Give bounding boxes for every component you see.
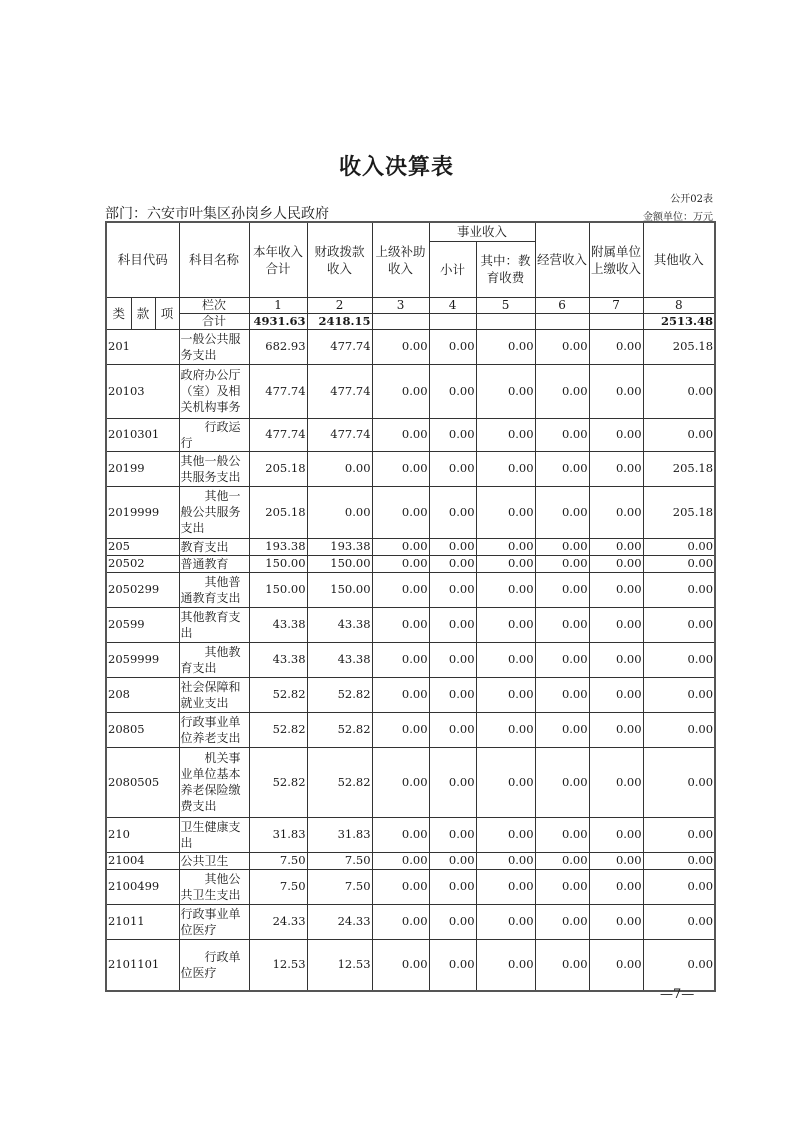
amount-cell: 0.00 (643, 852, 715, 869)
amount-cell: 0.00 (589, 869, 643, 904)
amount-cell: 0.00 (589, 677, 643, 712)
amount-cell: 0.00 (589, 329, 643, 364)
header-business-subtotal: 小计 (429, 241, 476, 297)
subject-code: 205 (106, 538, 179, 555)
header-fiscal: 财政拨款收入 (307, 222, 372, 297)
subject-name: 行政运行 (179, 418, 249, 451)
amount-cell: 7.50 (249, 869, 307, 904)
amount-cell: 0.00 (429, 364, 476, 418)
amount-cell: 31.83 (249, 817, 307, 852)
amount-cell: 0.00 (307, 451, 372, 486)
col-no: 8 (643, 297, 715, 313)
subject-name: 卫生健康支出 (179, 817, 249, 852)
amount-cell: 12.53 (307, 939, 372, 991)
amount-cell: 0.00 (535, 904, 589, 939)
amount-cell: 43.38 (307, 607, 372, 642)
amount-cell: 0.00 (372, 572, 429, 607)
amount-cell: 52.82 (307, 677, 372, 712)
col-no: 6 (535, 297, 589, 313)
amount-cell: 193.38 (307, 538, 372, 555)
total-row (106, 313, 715, 329)
amount-cell: 0.00 (429, 712, 476, 747)
amount-cell: 0.00 (535, 418, 589, 451)
amount-cell: 0.00 (535, 869, 589, 904)
col-no: 2 (307, 297, 372, 313)
table-row (106, 451, 715, 486)
amount-cell: 205.18 (249, 451, 307, 486)
amount-cell: 31.83 (307, 817, 372, 852)
amount-cell: 12.53 (249, 939, 307, 991)
amount-cell: 0.00 (429, 852, 476, 869)
subject-code: 20502 (106, 555, 179, 572)
amount-cell: 0.00 (476, 904, 535, 939)
amount-cell: 0.00 (535, 939, 589, 991)
col-no: 3 (372, 297, 429, 313)
amount-cell: 0.00 (535, 747, 589, 817)
amount-cell: 0.00 (643, 418, 715, 451)
total-label: 合计 (179, 313, 249, 329)
amount-cell: 0.00 (476, 677, 535, 712)
subject-name: 其他普通教育支出 (179, 572, 249, 607)
col-no: 4 (429, 297, 476, 313)
amount-cell: 0.00 (535, 817, 589, 852)
total-value (589, 313, 643, 329)
amount-cell: 0.00 (429, 329, 476, 364)
table-row (106, 642, 715, 677)
amount-cell: 0.00 (535, 451, 589, 486)
amount-cell: 150.00 (307, 555, 372, 572)
amount-cell: 0.00 (589, 572, 643, 607)
amount-unit: 金额单位：万元 (643, 212, 713, 223)
amount-cell: 0.00 (372, 677, 429, 712)
amount-cell: 0.00 (372, 747, 429, 817)
subject-code: 20599 (106, 607, 179, 642)
amount-cell: 0.00 (476, 364, 535, 418)
amount-cell: 0.00 (372, 852, 429, 869)
amount-cell: 0.00 (589, 904, 643, 939)
total-value: 2513.48 (643, 313, 715, 329)
amount-cell: 52.82 (307, 712, 372, 747)
amount-cell: 0.00 (643, 572, 715, 607)
subject-code: 20199 (106, 451, 179, 486)
header-cat: 类 (106, 297, 131, 329)
amount-cell: 52.82 (307, 747, 372, 817)
amount-cell: 0.00 (589, 451, 643, 486)
amount-cell: 0.00 (476, 329, 535, 364)
amount-cell: 0.00 (476, 712, 535, 747)
subject-code: 210 (106, 817, 179, 852)
amount-cell: 0.00 (589, 747, 643, 817)
amount-cell: 7.50 (307, 869, 372, 904)
subject-name: 其他公共卫生支出 (179, 869, 249, 904)
amount-cell: 477.74 (307, 364, 372, 418)
subject-name: 其他一般公共服务支出 (179, 451, 249, 486)
total-value (535, 313, 589, 329)
amount-cell: 477.74 (249, 364, 307, 418)
subject-name: 其他一般公共服务支出 (179, 486, 249, 538)
amount-cell: 0.00 (589, 486, 643, 538)
col-no: 5 (476, 297, 535, 313)
document-title: 收入决算表 (338, 155, 454, 180)
total-value (372, 313, 429, 329)
amount-cell: 0.00 (535, 607, 589, 642)
amount-cell: 0.00 (476, 747, 535, 817)
amount-cell: 0.00 (535, 555, 589, 572)
amount-cell: 0.00 (429, 607, 476, 642)
subject-code: 20103 (106, 364, 179, 418)
subject-name: 公共卫生 (179, 852, 249, 869)
amount-cell: 43.38 (249, 642, 307, 677)
amount-cell: 0.00 (476, 572, 535, 607)
amount-cell: 0.00 (589, 607, 643, 642)
amount-cell: 0.00 (372, 869, 429, 904)
table-row (106, 939, 715, 991)
table-row (106, 555, 715, 572)
amount-cell: 0.00 (476, 939, 535, 991)
amount-cell: 477.74 (307, 329, 372, 364)
table-row (106, 538, 715, 555)
subject-name: 行政单位医疗 (179, 939, 249, 991)
table-row (106, 486, 715, 538)
amount-cell: 0.00 (372, 607, 429, 642)
header-name: 科目名称 (179, 222, 249, 297)
subject-code: 2080505 (106, 747, 179, 817)
amount-cell: 150.00 (249, 555, 307, 572)
amount-cell: 7.50 (249, 852, 307, 869)
amount-cell: 0.00 (643, 817, 715, 852)
header-superior: 上级补助收入 (372, 222, 429, 297)
amount-cell: 0.00 (372, 451, 429, 486)
amount-cell: 0.00 (589, 852, 643, 869)
amount-cell: 0.00 (643, 607, 715, 642)
amount-cell: 0.00 (476, 538, 535, 555)
amount-cell: 0.00 (372, 486, 429, 538)
table-row (106, 607, 715, 642)
amount-cell: 205.18 (643, 451, 715, 486)
header-code: 科目代码 (106, 222, 179, 297)
amount-cell: 0.00 (643, 677, 715, 712)
amount-cell: 0.00 (476, 418, 535, 451)
table-row (106, 869, 715, 904)
amount-cell: 0.00 (429, 572, 476, 607)
form-number: 公开02表 (670, 194, 713, 205)
header-item: 项 (155, 297, 179, 329)
page-number: —7— (660, 987, 695, 1002)
subject-name: 行政事业单位医疗 (179, 904, 249, 939)
department-label: 部门：六安市叶集区孙岗乡人民政府 (105, 206, 329, 222)
amount-cell: 0.00 (372, 904, 429, 939)
subject-code: 2019999 (106, 486, 179, 538)
amount-cell: 0.00 (643, 364, 715, 418)
amount-cell: 0.00 (589, 538, 643, 555)
amount-cell: 0.00 (535, 852, 589, 869)
amount-cell: 193.38 (249, 538, 307, 555)
subject-code: 21004 (106, 852, 179, 869)
amount-cell: 682.93 (249, 329, 307, 364)
subject-code: 208 (106, 677, 179, 712)
amount-cell: 0.00 (307, 486, 372, 538)
table-row (106, 712, 715, 747)
subject-code: 2050299 (106, 572, 179, 607)
table-row (106, 747, 715, 817)
amount-cell: 0.00 (535, 712, 589, 747)
header-business-group: 事业收入 (429, 222, 535, 241)
amount-cell: 0.00 (372, 642, 429, 677)
subject-name: 普通教育 (179, 555, 249, 572)
amount-cell: 0.00 (589, 939, 643, 991)
amount-cell: 205.18 (643, 486, 715, 538)
amount-cell: 0.00 (429, 869, 476, 904)
amount-cell: 0.00 (535, 642, 589, 677)
amount-cell: 0.00 (643, 939, 715, 991)
table-row (106, 852, 715, 869)
header-section: 款 (131, 297, 155, 329)
subject-name: 社会保障和就业支出 (179, 677, 249, 712)
subject-name: 机关事业单位基本养老保险缴费支出 (179, 747, 249, 817)
amount-cell: 0.00 (429, 642, 476, 677)
amount-cell: 0.00 (643, 642, 715, 677)
table-row (106, 677, 715, 712)
amount-cell: 0.00 (643, 904, 715, 939)
amount-cell: 0.00 (476, 869, 535, 904)
total-value (476, 313, 535, 329)
amount-cell: 0.00 (372, 712, 429, 747)
subject-code: 20805 (106, 712, 179, 747)
amount-cell: 0.00 (429, 817, 476, 852)
subject-name: 教育支出 (179, 538, 249, 555)
total-value: 2418.15 (307, 313, 372, 329)
subject-code: 2010301 (106, 418, 179, 451)
table-row (106, 817, 715, 852)
amount-cell: 0.00 (535, 486, 589, 538)
subject-code: 21011 (106, 904, 179, 939)
amount-cell: 205.18 (643, 329, 715, 364)
amount-cell: 0.00 (643, 712, 715, 747)
amount-cell: 0.00 (429, 677, 476, 712)
amount-cell: 0.00 (589, 642, 643, 677)
subject-code: 2101101 (106, 939, 179, 991)
table-row (106, 364, 715, 418)
amount-cell: 0.00 (372, 555, 429, 572)
total-value: 4931.63 (249, 313, 307, 329)
amount-cell: 0.00 (535, 538, 589, 555)
amount-cell: 0.00 (372, 538, 429, 555)
col-no-label: 栏次 (179, 297, 249, 313)
table-row (106, 572, 715, 607)
amount-cell: 0.00 (535, 572, 589, 607)
subject-code: 2100499 (106, 869, 179, 904)
amount-cell: 0.00 (429, 904, 476, 939)
header-other: 其他收入 (643, 222, 715, 297)
amount-cell: 0.00 (589, 418, 643, 451)
amount-cell: 0.00 (476, 642, 535, 677)
amount-cell: 0.00 (589, 712, 643, 747)
amount-cell: 0.00 (535, 677, 589, 712)
amount-cell: 0.00 (429, 451, 476, 486)
amount-cell: 0.00 (476, 555, 535, 572)
col-no: 7 (589, 297, 643, 313)
amount-cell: 52.82 (249, 712, 307, 747)
subject-name: 其他教育支出 (179, 642, 249, 677)
amount-cell: 0.00 (589, 364, 643, 418)
amount-cell: 0.00 (476, 852, 535, 869)
subject-code: 2059999 (106, 642, 179, 677)
total-value (429, 313, 476, 329)
amount-cell: 0.00 (429, 939, 476, 991)
amount-cell: 0.00 (589, 555, 643, 572)
amount-cell: 0.00 (476, 486, 535, 538)
subject-name: 其他教育支出 (179, 607, 249, 642)
subject-code: 201 (106, 329, 179, 364)
col-no: 1 (249, 297, 307, 313)
amount-cell: 0.00 (429, 538, 476, 555)
amount-cell: 0.00 (476, 451, 535, 486)
subject-name: 一般公共服务支出 (179, 329, 249, 364)
amount-cell: 0.00 (643, 747, 715, 817)
amount-cell: 0.00 (372, 329, 429, 364)
amount-cell: 0.00 (589, 817, 643, 852)
amount-cell: 0.00 (535, 364, 589, 418)
amount-cell: 205.18 (249, 486, 307, 538)
header-operating: 经营收入 (535, 222, 589, 297)
amount-cell: 24.33 (249, 904, 307, 939)
subject-name: 行政事业单位养老支出 (179, 712, 249, 747)
amount-cell: 7.50 (307, 852, 372, 869)
amount-cell: 0.00 (372, 817, 429, 852)
amount-cell: 477.74 (307, 418, 372, 451)
amount-cell: 150.00 (249, 572, 307, 607)
amount-cell: 0.00 (429, 555, 476, 572)
amount-cell: 0.00 (476, 817, 535, 852)
amount-cell: 477.74 (249, 418, 307, 451)
table-row (106, 329, 715, 364)
header-total: 本年收入合计 (249, 222, 307, 297)
amount-cell: 0.00 (643, 555, 715, 572)
amount-cell: 0.00 (372, 418, 429, 451)
amount-cell: 43.38 (307, 642, 372, 677)
amount-cell: 0.00 (535, 329, 589, 364)
table-row (106, 418, 715, 451)
amount-cell: 0.00 (429, 486, 476, 538)
income-statement-table (105, 221, 716, 992)
amount-cell: 24.33 (307, 904, 372, 939)
amount-cell: 150.00 (307, 572, 372, 607)
amount-cell: 0.00 (476, 607, 535, 642)
table-row (106, 904, 715, 939)
header-affiliated: 附属单位上缴收入 (589, 222, 643, 297)
amount-cell: 52.82 (249, 747, 307, 817)
amount-cell: 43.38 (249, 607, 307, 642)
amount-cell: 0.00 (429, 418, 476, 451)
amount-cell: 0.00 (372, 364, 429, 418)
amount-cell: 52.82 (249, 677, 307, 712)
amount-cell: 0.00 (372, 939, 429, 991)
header-business-edu: 其中：教育收费 (476, 241, 535, 297)
amount-cell: 0.00 (429, 747, 476, 817)
subject-name: 政府办公厅（室）及相关机构事务 (179, 364, 249, 418)
amount-cell: 0.00 (643, 869, 715, 904)
amount-cell: 0.00 (643, 538, 715, 555)
